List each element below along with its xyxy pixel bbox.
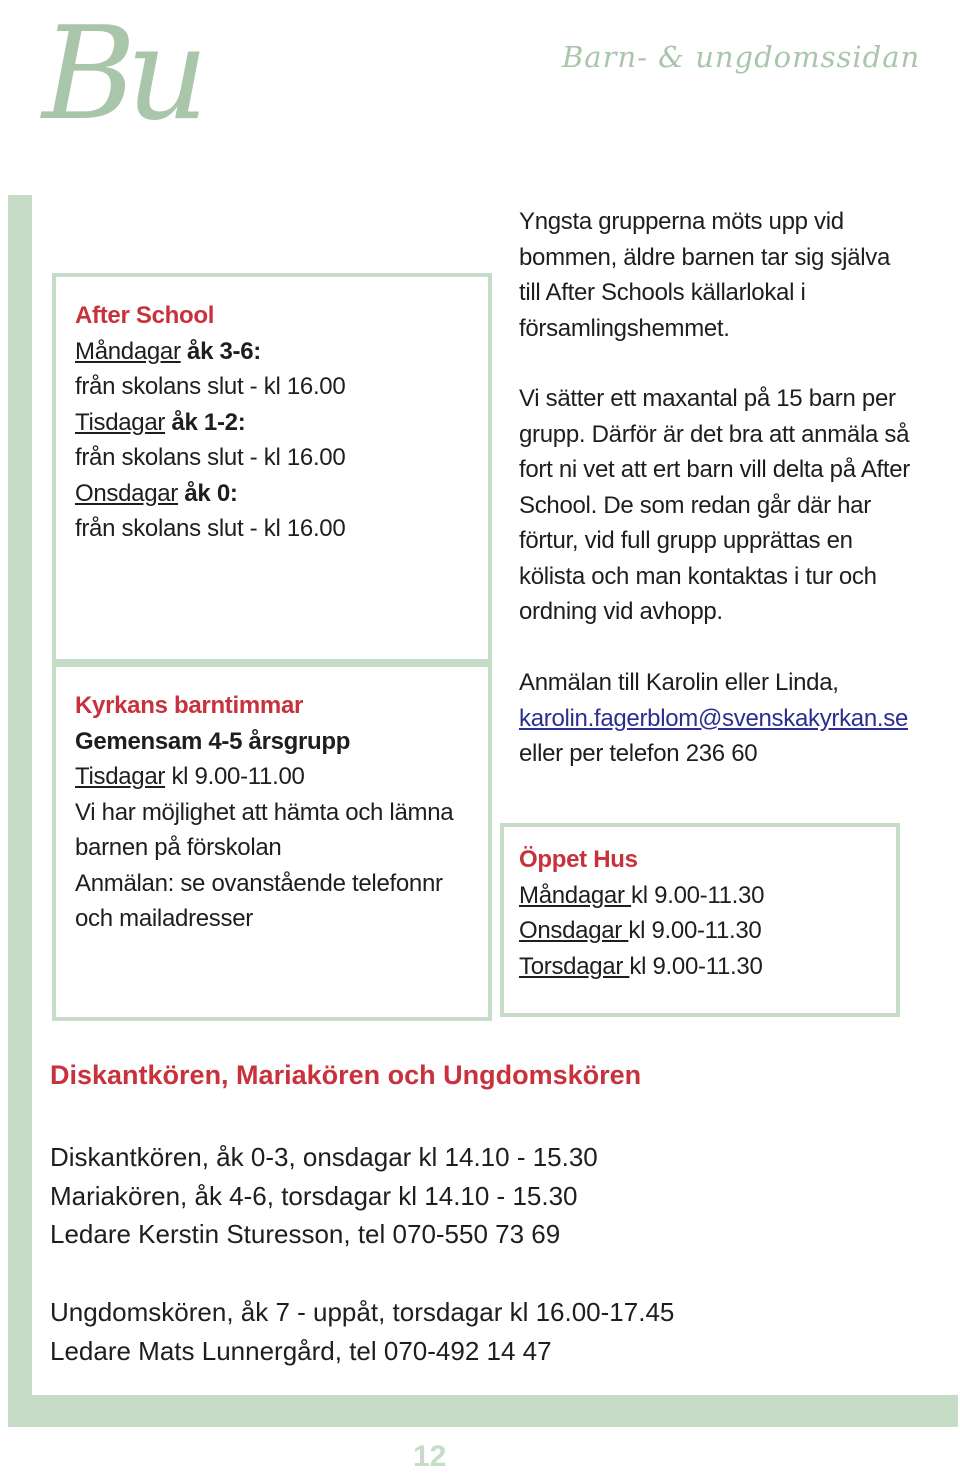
info-para2-line-3: fort ni vet att ert barn vill delta på After [519,456,911,483]
after-school-title: After School [75,302,215,329]
info-para2-line-2: grupp. Därför är det bra att anmäla så [519,420,910,448]
oppet-hus-row-3 [519,949,764,985]
kyrkans-subtitle: Gemensam 4-5 årsgrupp [75,727,351,755]
info-para2-line-5: förtur, vid full grupp upprättas en [519,527,853,554]
kyrkans-line-3: Anmälan: se ovanstående telefonnr [75,869,443,897]
kyrkans-day: Tisdagar [75,763,166,790]
section-title: Barn- & ungdomssidan [562,40,921,74]
info-para1-line-1: Yngsta grupperna möts upp vid [519,208,844,235]
info-para1-line-3: till After Schools källarlokal i [519,279,806,306]
after-school-row-1-header [75,334,345,370]
signup-info [519,665,908,772]
kyrkans-section [75,688,453,937]
after-school-day-2: Tisdagar [75,408,166,436]
kyrkans-time: kl 9.00-11.00 [165,763,305,790]
info-para1-line-4: församlingshemmet. [519,314,730,342]
phone-text: eller per telefon 236 60 [519,740,758,767]
choir-line-1: Diskantkören, åk 0-3, onsdagar kl 14.10 - 15.30 [50,1142,598,1172]
section-logo: Bu [42,0,199,149]
after-school-grade-3: åk 0: [184,479,238,507]
choir-line-5: Ledare Mats Lunnergård, tel 070-492 14 47 [50,1335,552,1366]
after-school-time-3: från skolans slut - kl 16.00 [75,515,346,542]
oppet-hus-time-2: kl 9.00-11.30 [628,917,762,944]
after-school-day-1: Måndagar [75,337,181,365]
info-para2-line-1: Vi sätter ett maxantal på 15 barn per [519,385,896,412]
choirs-group-1 [50,1138,598,1254]
choirs-group-2 [50,1293,674,1370]
oppet-hus-title: Öppet Hus [519,846,638,873]
oppet-hus-row-2 [519,913,764,949]
oppet-hus-day-3: Torsdagar [519,952,630,980]
info-para2-line-6: kölista och man kontaktas i tur och [519,562,877,590]
after-school-row-3-header [75,476,345,512]
kyrkans-line-1: Vi har möjlighet att hämta och lämna [75,798,454,826]
info-para2-line-4: School. De som redan går där har [519,491,871,519]
page-number: 12 [413,1440,447,1473]
info-para1-line-2: bommen, äldre barnen tar sig själva [519,243,891,271]
oppet-hus-section [519,842,764,984]
oppet-hus-time-3: kl 9.00-11.30 [629,952,763,980]
after-school-time-1: från skolans slut - kl 16.00 [75,373,346,400]
oppet-hus-time-1: kl 9.00-11.30 [631,881,765,909]
after-school-grade-2: åk 1-2: [171,408,246,436]
kyrkans-line-2: barnen på förskolan [75,834,282,861]
oppet-hus-row-1 [519,878,764,914]
kyrkans-line-4: och mailadresser [75,905,253,932]
after-school-row-2-header [75,405,345,441]
signup-text: Anmälan till Karolin eller Linda, [519,669,839,696]
choirs-title: Diskantkören, Mariakören och Ungdomskören [50,1060,642,1090]
after-school-grade-1: åk 3-6: [187,337,261,365]
after-school-day-3: Onsdagar [75,479,178,507]
after-school-info [519,204,890,346]
choir-line-4: Ungdomskören, åk 7 - uppåt, torsdagar kl 16.00-17.45 [50,1297,675,1327]
oppet-hus-day-1: Måndagar [519,881,632,909]
email-link[interactable]: karolin.fagerblom@svenskakyrkan.se [519,704,908,732]
after-school-time-2: från skolans slut - kl 16.00 [75,444,346,471]
after-school-section [75,298,345,547]
oppet-hus-day-2: Onsdagar [519,917,629,944]
after-school-rules [519,381,910,630]
info-para2-line-7: ordning vid avhopp. [519,598,723,625]
choir-line-3: Ledare Kerstin Sturesson, tel 070-550 73 69 [50,1219,561,1249]
choir-line-2: Mariakören, åk 4-6, torsdagar kl 14.10 - 15.30 [50,1180,578,1211]
kyrkans-title: Kyrkans barntimmar [75,692,304,719]
kyrkans-schedule [75,759,453,795]
